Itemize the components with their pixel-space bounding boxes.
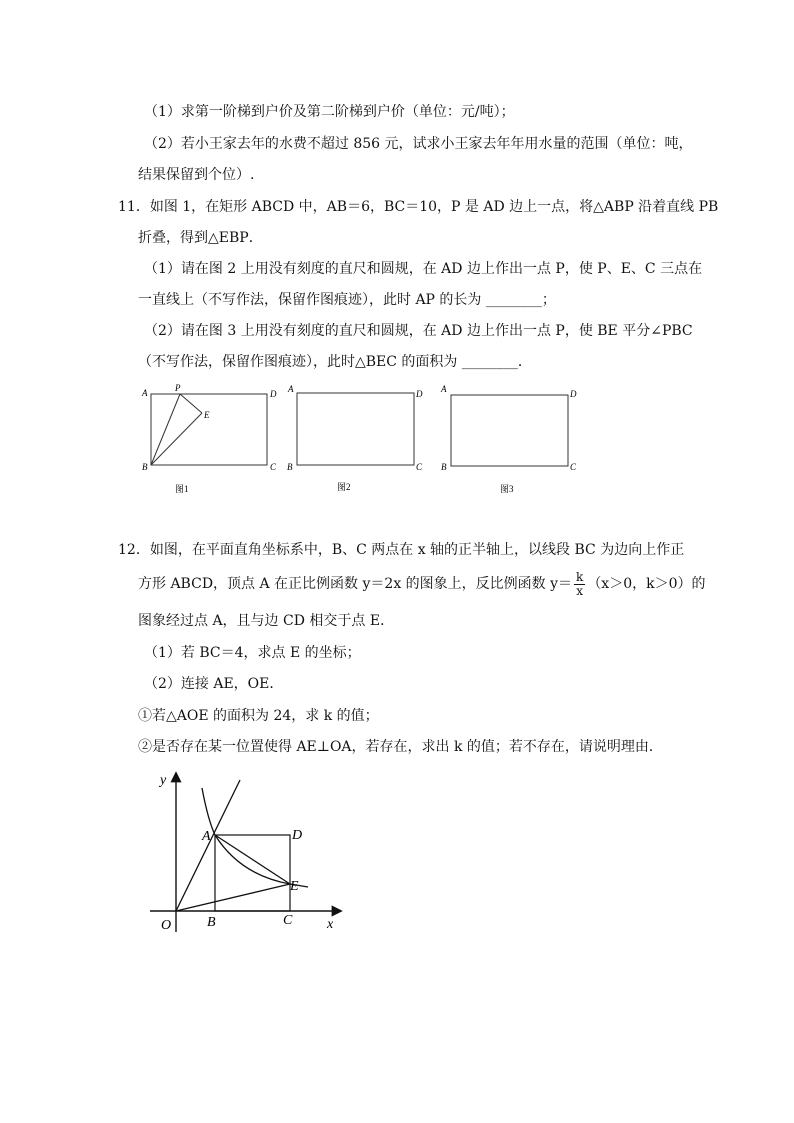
q12-stem-line2-post: （x＞0，k＞0）的 xyxy=(587,576,706,592)
label-o: O xyxy=(161,918,172,933)
q10-part1: （1）求第一阶梯到户价及第二阶梯到户价（单位：元/吨）； xyxy=(144,104,515,120)
label-d: D xyxy=(292,828,303,843)
q12-stem-line1: 12．如图，在平面直角坐标系中，B、C 两点在 x 轴的正半轴上，以线段 BC 为边向上作正 xyxy=(118,542,685,558)
fig1-rectangle xyxy=(151,394,267,465)
label-e: E xyxy=(290,879,299,894)
label-a: A xyxy=(202,829,211,844)
fraction-k-over-x xyxy=(574,571,585,598)
fig2-caption: 图2 xyxy=(337,482,351,492)
segment-ae xyxy=(215,835,290,884)
fig3-label-b: B xyxy=(441,462,447,472)
fig2-label-b: B xyxy=(287,462,293,472)
q11-stem-line2: 折叠，得到△EBP． xyxy=(138,230,263,246)
q12-part2: （2）连接 AE，OE． xyxy=(144,676,284,692)
fig2-label-d: D xyxy=(416,389,423,399)
q12-stem-line2-pre: 方形 ABCD，顶点 A 在正比例函数 y＝2x 的图象上，反比例函数 y＝ xyxy=(138,576,573,592)
q12-part1: （1）若 BC＝4，求点 E 的坐标； xyxy=(144,645,361,661)
label-b: B xyxy=(207,915,216,930)
fig2-rectangle xyxy=(297,393,414,465)
fig1-label-p: P xyxy=(175,383,181,393)
fig3-label-a: A xyxy=(441,384,447,394)
fig1-segment-be xyxy=(151,413,202,465)
label-c: C xyxy=(283,913,293,928)
figure-3 xyxy=(440,384,577,494)
fraction-numerator: k xyxy=(576,569,584,584)
fig1-label-b: B xyxy=(142,462,148,472)
q12-sub1: ①若△AOE 的面积为 24，求 k 的值； xyxy=(138,708,379,724)
q11-part1-line1: （1）请在图 2 上用没有刻度的直尺和圆规，在 AD 边上作出一点 P，使 P、E、C 三点在 xyxy=(144,261,703,277)
fig2-label-a: A xyxy=(288,384,294,394)
q11-stem-line1: 11．如图 1，在矩形 ABCD 中，AB＝6，BC＝10，P 是 AD 边上一点，将△ABP 沿着直线 PB xyxy=(118,199,719,215)
fig1-caption: 图1 xyxy=(175,484,189,494)
fig1-segment-bp xyxy=(151,394,180,465)
segment-oe xyxy=(176,884,290,911)
q11-part2-line1: （2）请在图 3 上用没有刻度的直尺和圆规，在 AD 边上作出一点 P，使 BE 平分∠PBC xyxy=(144,323,693,339)
fig1-label-c: C xyxy=(270,462,277,472)
q10-part2-line2: 结果保留到个位）. xyxy=(138,167,255,183)
q12-stem-line2 xyxy=(138,566,706,602)
fig3-label-c: C xyxy=(570,462,577,472)
fig3-caption: 图3 xyxy=(500,484,514,494)
q11-part1-line2: 一直线上（不写作法，保留作图痕迹），此时 AP 的长为 ________； xyxy=(138,292,556,308)
fig3-rectangle xyxy=(451,395,568,466)
q11-part2-line2: （不写作法，保留作图痕迹），此时△BEC 的面积为 ________． xyxy=(138,354,532,370)
fraction-denominator: x xyxy=(576,583,584,598)
label-x: x xyxy=(327,917,334,932)
q12-sub2: ②是否存在某一位置使得 AE⊥OA，若存在，求出 k 的值；若不存在，请说明理由． xyxy=(138,739,663,755)
q12-graph xyxy=(140,760,360,940)
fig1-segment-pe xyxy=(180,394,202,413)
fig1-label-e: E xyxy=(204,410,210,420)
fig1-label-a: A xyxy=(142,388,148,398)
fig1-label-d: D xyxy=(270,389,277,399)
figure-2 xyxy=(287,384,423,492)
q11-figures xyxy=(130,380,600,500)
q12-stem-line3: 图象经过点 A，且与边 CD 相交于点 E． xyxy=(138,613,395,629)
label-y: y xyxy=(160,773,167,788)
fig2-label-c: C xyxy=(416,462,423,472)
q10-part2-line1: （2）若小王家去年的水费不超过 856 元，试求小王家去年年用水量的范围（单位：吨， xyxy=(144,136,693,152)
fig3-label-d: D xyxy=(570,389,577,399)
figure-1 xyxy=(141,383,277,494)
